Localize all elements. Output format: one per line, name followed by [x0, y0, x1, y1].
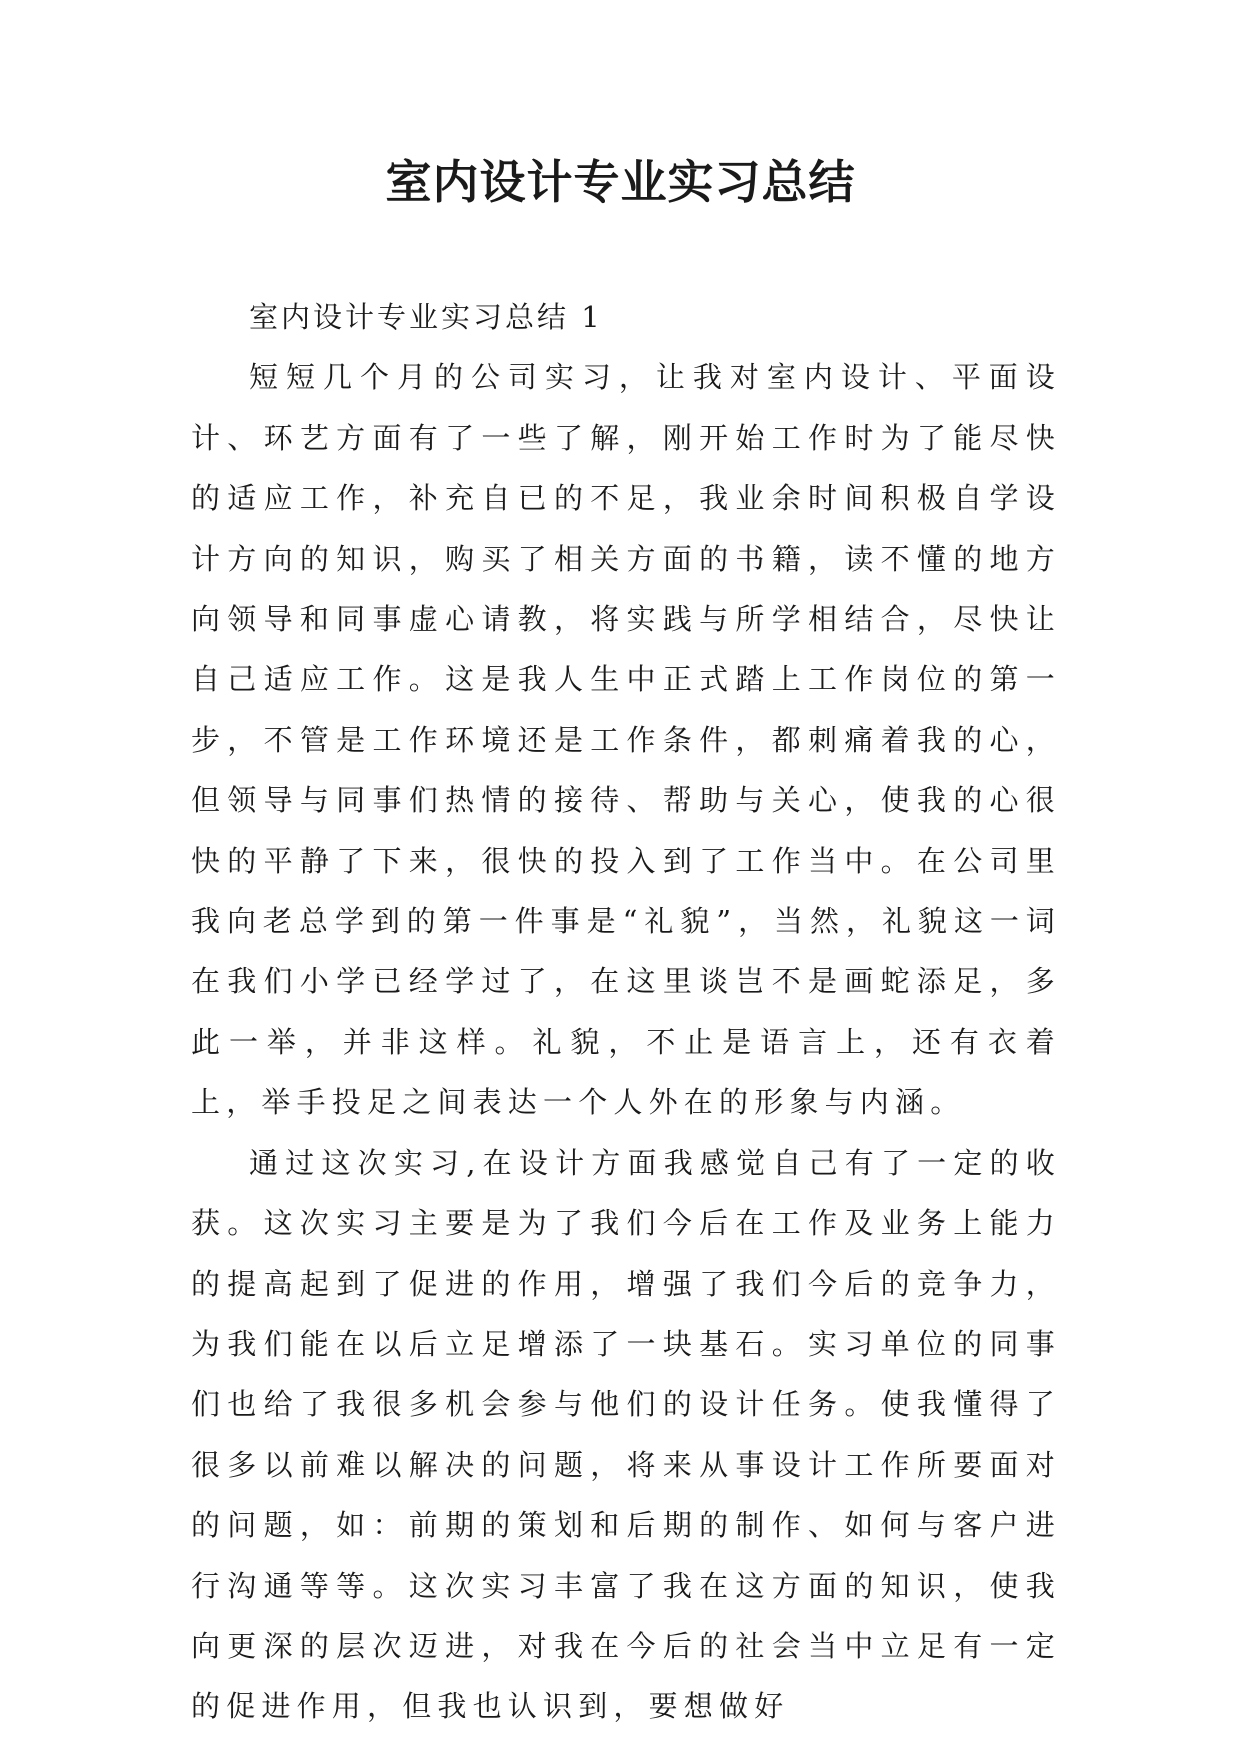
- document-title: 室内设计专业实习总结: [385, 155, 856, 209]
- section-heading: 室内设计专业实习总结 1: [249, 300, 603, 334]
- document-body: [191, 287, 1061, 1737]
- body-paragraph: 短短几个月的公司实习，让我对室内设计、平面设计、环艺方面有了一些了解，刚开始工作时为了能尽快的适应工作，补充自已的不足，我业余时间积极自学设计方向的知识，购买了相关方面的书籍，读不懂的地方向领导和同事虚心请教，将实践与所学相结合，尽快让自己适应工作。这是我人生中正式踏上工作岗位的第一步，不管是工作环境还是工作条件，都刺痛着我的心，但领导与同事们热情的接待、帮助与关心，使我的心很快的平静了下来，很快的投入到了工作当中。在公司里我向老总学到的第一件事是“礼貌”，当然，礼貌这一词在我们小学已经学过了，在这里谈岂不是画蛇添足，多此一举，并非这样。礼貌，不止是语言上，还有衣着上，举手投足之间表达一个人外在的形象与内涵。: [191, 360, 1061, 1120]
- body-paragraph: 通过这次实习,在设计方面我感觉自己有了一定的收获。这次实习主要是为了我们今后在工作及业务上能力的提高起到了促进的作用，增强了我们今后的竞争力，为我们能在以后立足增添了一块基石。实习单位的同事们也给了我很多机会参与他们的设计任务。使我懂得了很多以前难以解决的问题，将来从事设计工作所要面对的问题，如：前期的策划和后期的制作、如何与客户进行沟通等等。这次实习丰富了我在这方面的知识，使我向更深的层次迈进，对我在今后的社会当中立足有一定的促进作用，但我也认识到，要想做好: [191, 1145, 1061, 1724]
